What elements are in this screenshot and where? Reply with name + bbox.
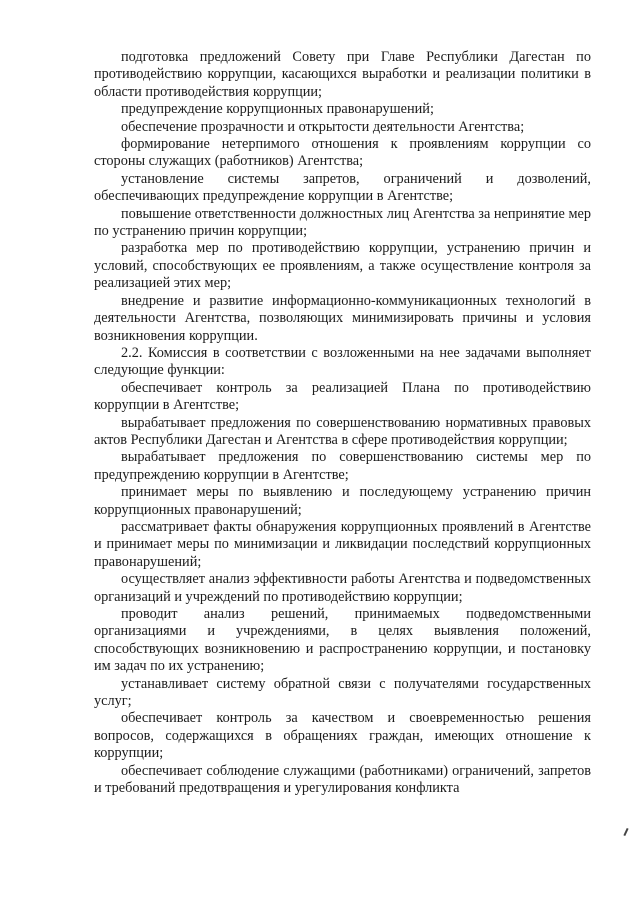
- paragraph: вырабатывает предложения по совершенствованию нормативных правовых актов Республики Дагестан и Агентства в сфере противодействия коррупции;: [94, 414, 591, 448]
- paragraph: обеспечивает соблюдение служащими (работниками) ограничений, запретов и требований предотвращения и урегулирования конфликта: [94, 762, 591, 797]
- paragraph: обеспечивает контроль за качеством и своевременностью решения вопросов, содержащихся в обращениях граждан, имеющих отношение к коррупции;: [94, 710, 591, 762]
- paragraph: разработка мер по противодействию коррупции, устранению причин и условий, способствующих ее проявлениям, а также осуществление контроля за реализацией этих мер;: [94, 240, 591, 292]
- scan-mark: [623, 828, 628, 836]
- paragraph: обеспечение прозрачности и открытости деятельности Агентства;: [121, 118, 525, 135]
- paragraph: принимает меры по выявлению и последующему устранению причин коррупционных правонарушений;: [94, 484, 591, 518]
- section-heading-paragraph: 2.2. Комиссия в соответствии с возложенными на нее задачами выполняет следующие функции:: [94, 344, 591, 379]
- paragraph: проводит анализ решений, принимаемых подведомственными организациями и учреждениями, в целях выявления положений, способствующих возникновению и распространению коррупции, и постановку им задач по их устранению;: [94, 606, 591, 675]
- paragraph: обеспечивает контроль за реализацией Плана по противодействию коррупции в Агентстве;: [94, 379, 591, 414]
- paragraph: устанавливает систему обратной связи с получателями государственных услуг;: [94, 675, 591, 710]
- paragraph: установление системы запретов, ограничений и дозволений, обеспечивающих предупреждение коррупции в Агентстве;: [94, 170, 591, 205]
- paragraph: подготовка предложений Совету при Главе Республики Дагестан по противодействию коррупции, касающихся выработки и реализации политики в области противодействия коррупции;: [94, 49, 591, 100]
- paragraph: повышение ответственности должностных лиц Агентства за непринятие мер по устранению причин коррупции;: [94, 205, 591, 240]
- paragraph: рассматривает факты обнаружения коррупционных проявлений в Агентстве и принимает меры по минимизации и ликвидации последствий коррупционных правонарушений;: [94, 518, 591, 570]
- paragraph: предупреждение коррупционных правонарушений;: [121, 101, 434, 118]
- paragraph: осуществляет анализ эффективности работы Агентства и подведомственных организаций и учреждений по противодействию коррупции;: [94, 571, 591, 605]
- paragraph: внедрение и развитие информационно-коммуникационных технологий в деятельности Агентства, позволяющих минимизировать причины и условия возникновения коррупции.: [94, 292, 591, 344]
- paragraph: вырабатывает предложения по совершенствованию системы мер по предупреждению коррупции в Агентстве;: [94, 449, 591, 483]
- document-text-body: [94, 49, 591, 797]
- paragraph: формирование нетерпимого отношения к проявлениям коррупции со стороны служащих (работников) Агентства;: [94, 136, 591, 170]
